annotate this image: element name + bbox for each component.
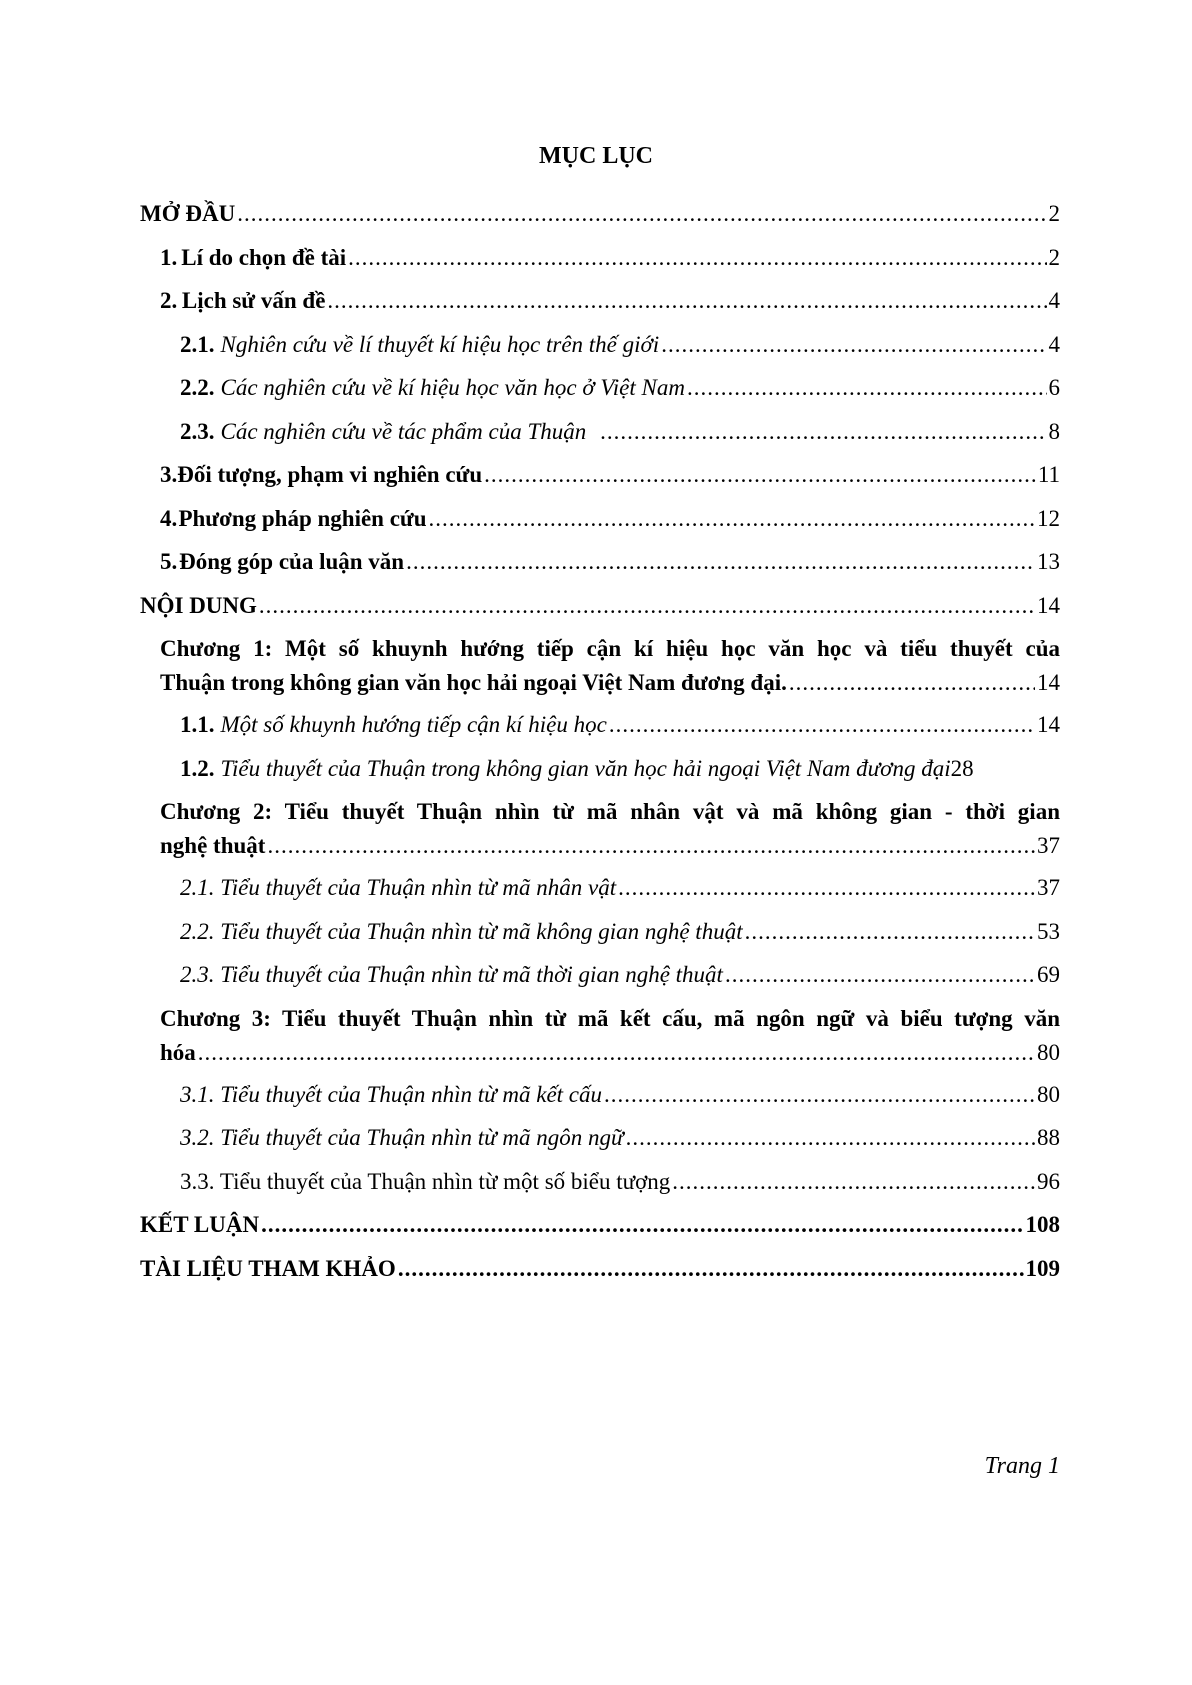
toc-page-number: 4 bbox=[1048, 331, 1060, 357]
dot-leader bbox=[406, 540, 1035, 584]
toc-page-number: 14 bbox=[1037, 712, 1060, 737]
toc-page-number: 109 bbox=[1025, 1255, 1060, 1281]
toc-entry-number: 1.1. bbox=[180, 712, 215, 737]
toc-entry-number: 4. bbox=[160, 505, 178, 531]
dot-leader bbox=[267, 829, 1035, 863]
toc-entry-1[interactable] bbox=[140, 236, 1060, 280]
toc-entry-1-2[interactable] bbox=[140, 747, 1060, 791]
toc-entry-title: KẾT LUẬN bbox=[140, 1212, 260, 1237]
toc-entry-number: 1. bbox=[160, 244, 178, 270]
toc-entry-title: 2.1. Tiểu thuyết của Thuận nhìn từ mã nhân vật bbox=[180, 875, 617, 900]
dot-leader bbox=[626, 1116, 1035, 1160]
toc-page-number: 11 bbox=[1037, 462, 1060, 487]
toc-page-number: 80 bbox=[1037, 1081, 1060, 1107]
toc-page-number: 8 bbox=[1048, 418, 1060, 444]
dot-leader bbox=[672, 1160, 1035, 1204]
toc-entry-title-line1: Chương 1: Một số khuynh hướng tiếp cận kí hiệu học văn học và tiểu thuyết của bbox=[160, 636, 1060, 661]
toc-entry-title: Đóng góp của luận văn bbox=[179, 549, 405, 574]
toc-page-number: 28 bbox=[950, 755, 974, 781]
toc-entry-number: 2.2. bbox=[180, 375, 215, 400]
toc-page-number: 88 bbox=[1037, 1125, 1060, 1150]
toc-entry-tai-lieu-tham-khao[interactable] bbox=[140, 1247, 1060, 1291]
toc-entry-ket-luan[interactable] bbox=[140, 1203, 1060, 1247]
toc-entry-2-1-chapter[interactable] bbox=[140, 866, 1060, 910]
toc-page-number: 108 bbox=[1025, 1212, 1060, 1237]
toc-page-number: 2 bbox=[1048, 244, 1060, 270]
toc-entry-title: NỘI DUNG bbox=[140, 592, 257, 618]
toc-entry-title-line2: Thuận trong không gian văn học hải ngoại Việt Nam đương đại. bbox=[160, 670, 787, 695]
toc-entry-title: 2.2. Tiểu thuyết của Thuận nhìn từ mã không gian nghệ thuật bbox=[180, 918, 743, 944]
toc-entry-title: Tiểu thuyết của Thuận trong không gian văn học hải ngoại Việt Nam đương đại bbox=[220, 755, 951, 781]
toc-entry-title: Các nghiên cứu về tác phẩm của Thuận bbox=[220, 418, 587, 444]
dot-leader bbox=[609, 703, 1035, 747]
toc-entry-2[interactable] bbox=[140, 279, 1060, 323]
toc-entry-3[interactable] bbox=[140, 453, 1060, 497]
toc-entry-1-1[interactable] bbox=[140, 703, 1060, 747]
dot-leader bbox=[789, 666, 1035, 700]
dot-leader bbox=[687, 366, 1047, 410]
dot-leader bbox=[725, 953, 1035, 997]
toc-entry-title: MỞ ĐẦU bbox=[140, 201, 236, 226]
toc-entry-2-3[interactable] bbox=[140, 410, 1060, 454]
toc-entry-chapter-3[interactable] bbox=[140, 997, 1060, 1073]
toc-entry-title: 3.1. Tiểu thuyết của Thuận nhìn từ mã kết cấu bbox=[180, 1081, 603, 1107]
toc-entry-number: 1.2. bbox=[180, 755, 215, 781]
toc-page-number: 69 bbox=[1037, 962, 1060, 987]
toc-entry-2-2-chapter[interactable] bbox=[140, 910, 1060, 954]
dot-leader bbox=[484, 453, 1036, 497]
toc-entry-title-line2: hóa bbox=[160, 1039, 196, 1065]
toc-page-number: 6 bbox=[1048, 375, 1060, 400]
toc-page-number: 14 bbox=[1037, 592, 1060, 618]
toc-page-number: 13 bbox=[1037, 549, 1060, 574]
toc-page-number: 2 bbox=[1048, 201, 1060, 226]
toc-entry-title: Nghiên cứu về lí thuyết kí hiệu học trên thế giới bbox=[220, 331, 660, 357]
toc-entry-chapter-1[interactable] bbox=[140, 627, 1060, 703]
toc-entry-title: Các nghiên cứu về kí hiệu học văn học ở Việt Nam bbox=[220, 375, 685, 400]
toc-entry-title: 3.3. Tiểu thuyết của Thuận nhìn từ một số biểu tượng bbox=[180, 1168, 671, 1194]
dot-leader bbox=[327, 279, 1046, 323]
toc-page-number: 12 bbox=[1037, 505, 1060, 531]
page-title: MỤC LỤC bbox=[539, 143, 653, 169]
toc-page-number: 53 bbox=[1037, 918, 1060, 944]
toc-entry-3-1-chapter[interactable] bbox=[140, 1073, 1060, 1117]
dot-leader bbox=[259, 584, 1035, 628]
toc-entry-5[interactable] bbox=[140, 540, 1060, 584]
toc-entry-title: TÀI LIỆU THAM KHẢO bbox=[140, 1255, 396, 1281]
toc-entry-number: 2. bbox=[160, 288, 178, 313]
toc-entry-number: 5. bbox=[160, 549, 178, 574]
dot-leader bbox=[198, 1036, 1035, 1070]
toc-entry-title: Đối tượng, phạm vi nghiên cứu bbox=[177, 462, 483, 487]
dot-leader bbox=[261, 1203, 1023, 1247]
toc-entry-title: Lịch sử vấn đề bbox=[181, 288, 326, 313]
toc-page-number: 37 bbox=[1037, 875, 1060, 900]
toc-entry-chapter-2[interactable] bbox=[140, 790, 1060, 866]
dot-leader bbox=[604, 1073, 1035, 1117]
dot-leader bbox=[429, 497, 1035, 541]
toc-entry-title: 3.2. Tiểu thuyết của Thuận nhìn từ mã ngôn ngữ bbox=[180, 1125, 624, 1150]
toc-page-number: 4 bbox=[1048, 288, 1060, 313]
dot-leader bbox=[745, 910, 1035, 954]
dot-leader bbox=[661, 323, 1046, 367]
toc-entry-title-line2: nghệ thuật bbox=[160, 833, 266, 858]
toc-entry-2-1[interactable] bbox=[140, 323, 1060, 367]
toc-page-number: 37 bbox=[1037, 833, 1060, 858]
toc-entry-noi-dung[interactable] bbox=[140, 584, 1060, 628]
toc-entry-title: Lí do chọn đề tài bbox=[181, 244, 347, 270]
toc-entry-mo-dau[interactable] bbox=[140, 192, 1060, 236]
toc-entry-4[interactable] bbox=[140, 497, 1060, 541]
toc-entry-title: Phương pháp nghiên cứu bbox=[178, 505, 427, 531]
toc-entry-2-3-chapter[interactable] bbox=[140, 953, 1060, 997]
dot-leader bbox=[618, 866, 1035, 910]
toc-page-number: 96 bbox=[1037, 1168, 1060, 1194]
toc-page-number: 80 bbox=[1037, 1039, 1060, 1065]
toc-page-number: 14 bbox=[1037, 670, 1060, 695]
toc-entry-3-2-chapter[interactable] bbox=[140, 1116, 1060, 1160]
toc-entry-number: 3. bbox=[160, 462, 178, 487]
toc-entry-title: 2.3. Tiểu thuyết của Thuận nhìn từ mã thời gian nghệ thuật bbox=[180, 962, 723, 987]
table-of-contents bbox=[140, 192, 1060, 1290]
toc-entry-title: Một số khuynh hướng tiếp cận kí hiệu học bbox=[220, 712, 607, 737]
toc-entry-3-3-chapter[interactable] bbox=[140, 1160, 1060, 1204]
toc-entry-2-2[interactable] bbox=[140, 366, 1060, 410]
dot-leader bbox=[348, 236, 1046, 280]
toc-entry-title-line1: Chương 3: Tiểu thuyết Thuận nhìn từ mã kết cấu, mã ngôn ngữ và biểu tượng văn bbox=[160, 1005, 1060, 1031]
page-footer: Trang 1 bbox=[984, 1453, 1060, 1479]
dot-leader bbox=[398, 1247, 1024, 1291]
toc-entry-title-line1: Chương 2: Tiểu thuyết Thuận nhìn từ mã nhân vật và mã không gian - thời gian bbox=[160, 799, 1060, 824]
dot-leader bbox=[600, 410, 1046, 454]
toc-entry-number: 2.1. bbox=[180, 331, 215, 357]
dot-leader bbox=[237, 192, 1046, 236]
toc-entry-number: 2.3. bbox=[180, 418, 215, 444]
